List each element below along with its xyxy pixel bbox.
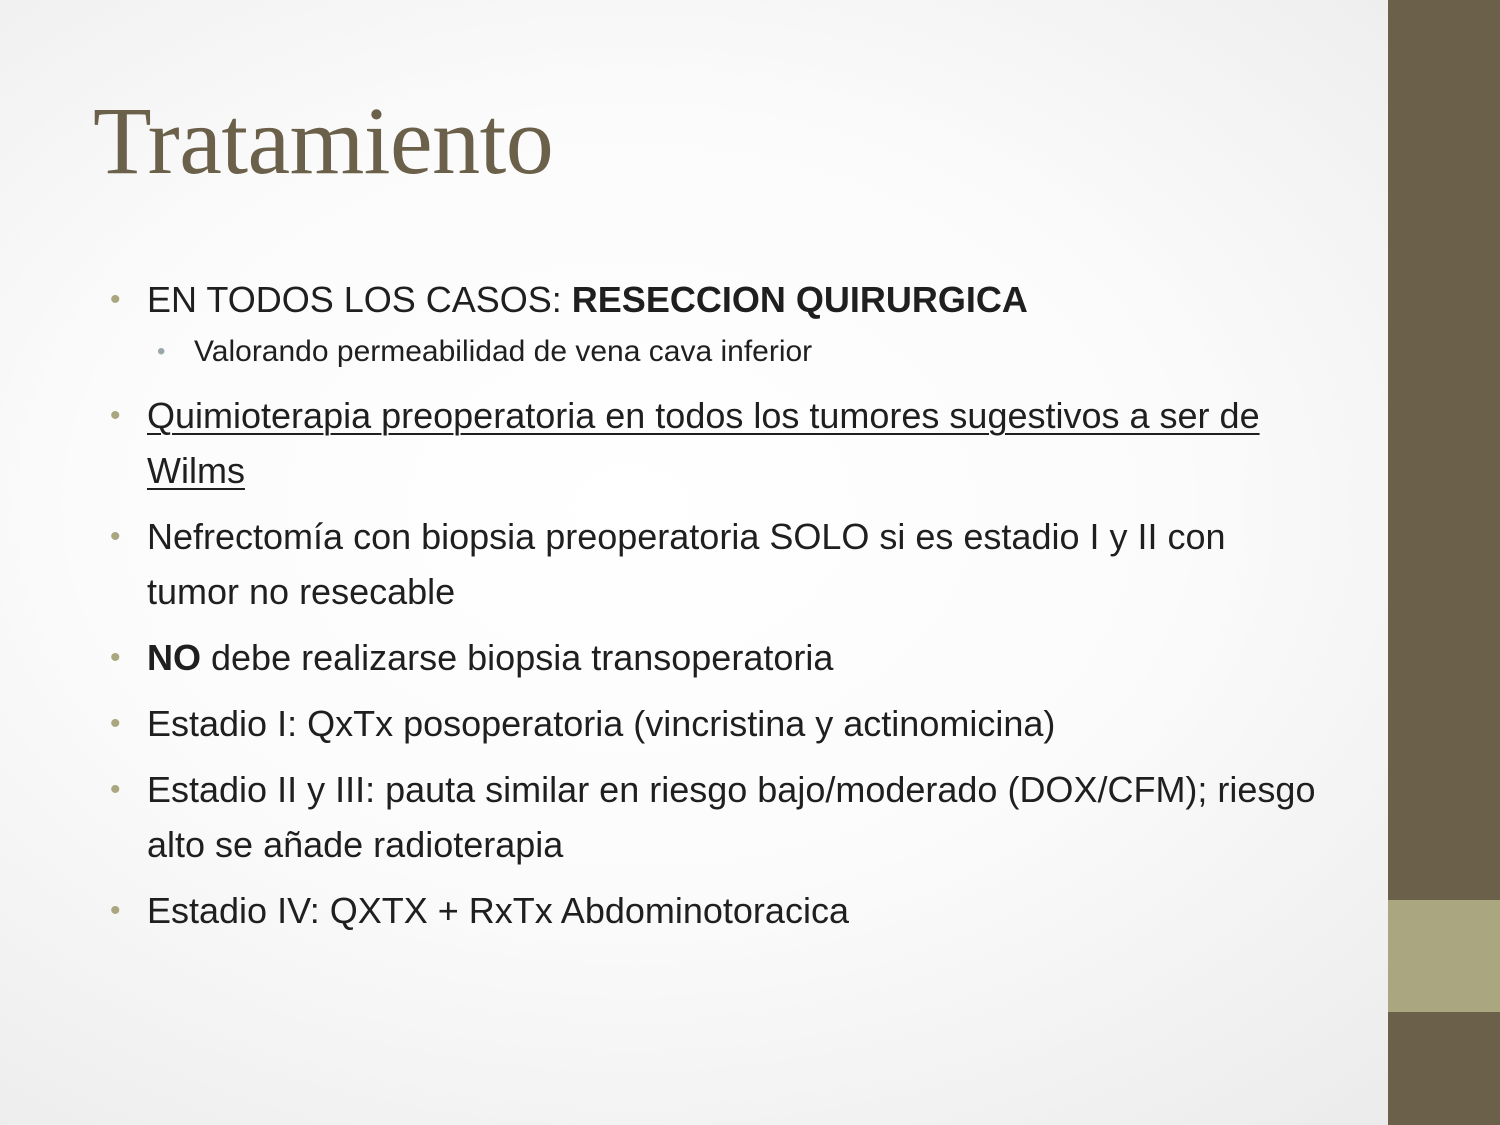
bullet-item bbox=[110, 509, 1320, 619]
bullet-item bbox=[110, 696, 1320, 751]
bullet-item bbox=[110, 388, 1320, 498]
bullet-text: Estadio I: QxTx posoperatoria (vincristina y actinomicina) bbox=[147, 703, 1056, 744]
bullet-item bbox=[110, 272, 1320, 327]
bullet-bold-text: RESECCION QUIRURGICA bbox=[571, 279, 1028, 320]
bullet-list bbox=[110, 272, 1320, 949]
bullet-text: Valorando permeabilidad de vena cava inferior bbox=[194, 335, 813, 368]
bullet-text: debe realizarse biopsia transoperatoria bbox=[201, 637, 834, 678]
bullet-text: Estadio II y III: pauta similar en riesgo bajo/moderado (DOX/CFM); riesgo alto se añade radioterapia bbox=[147, 769, 1316, 865]
bullet-text: Estadio IV: QXTX + RxTx Abdominotoracica bbox=[147, 890, 849, 931]
sub-bullet-item bbox=[157, 330, 1320, 374]
bullet-underlined-text: Quimioterapia preoperatoria en todos los tumores sugestivos a ser de Wilms bbox=[147, 395, 1260, 491]
bullet-text: EN TODOS LOS CASOS: bbox=[147, 279, 572, 320]
side-accent-block bbox=[1388, 900, 1500, 1012]
bullet-item bbox=[110, 762, 1320, 872]
bullet-bold-text: NO bbox=[147, 637, 201, 678]
bullet-text: Nefrectomía con biopsia preoperatoria SOLO si es estadio I y II con tumor no resecable bbox=[147, 516, 1226, 612]
bullet-item bbox=[110, 883, 1320, 938]
bullet-item bbox=[110, 630, 1320, 685]
slide-title: Tratamiento bbox=[93, 87, 554, 194]
